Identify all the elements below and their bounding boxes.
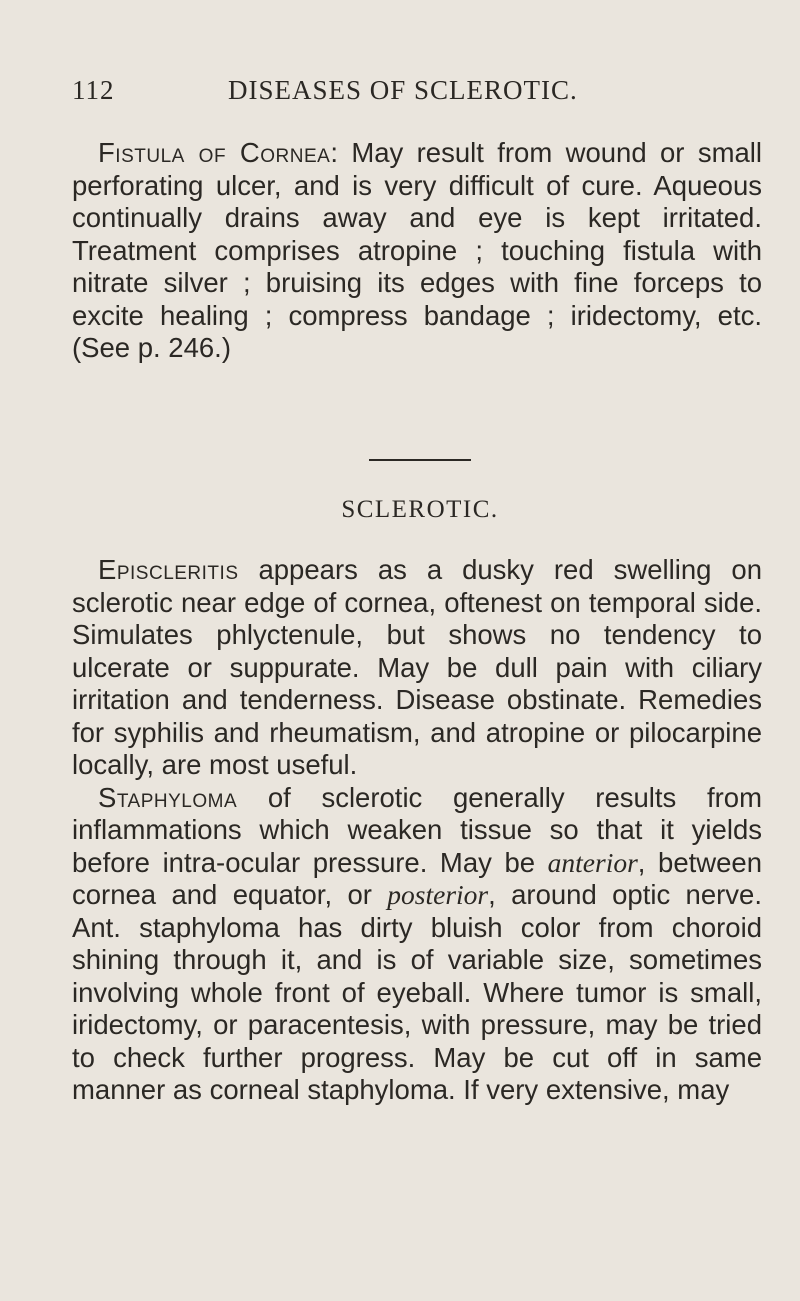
episcleritis-paragraph [72, 554, 762, 782]
episcleritis-text: appears as a dusky red swelling on sclerotic near edge of cornea, oftenest on temporal side. Simulates phlyctenule, but shows no tendency to ulcerate or suppurate. May be dull pain with ciliary irritation and tenderness. Disease obstinate. Remedies for syphilis and rheumatism, and atropine or pilocarpine locally, are most useful. [72, 554, 762, 780]
fistula-lead-term: Fistula of Cornea [98, 137, 331, 168]
posterior-term: posterior [387, 879, 489, 910]
staphyloma-text-2: , between cornea and equator, or [72, 846, 762, 910]
sclerotic-section [72, 554, 762, 1107]
staphyloma-lead-term: Staphyloma [98, 781, 238, 813]
staphyloma-text-3: , around optic nerve. Ant. staphyloma has dirty bluish color from choroid shining through it, and is of variable size, sometimes involving whole front of eyeball. Where tumor is small, iridectomy, or paracentesis, with pressure, may be tried to check further progress. May be cut off in same manner as corneal staphyloma. If very extensive, may [72, 879, 762, 1105]
fistula-text: : May result from wound or small perforating ulcer, and is very difficult of cure. Aqueous continually drains away and eye is kept irritated. Treatment comprises atropine ; touching fistula with nitrate silver ; bruising its edges with fine forceps to excite healing ; compress bandage ; iridectomy, etc. (See p. 246.) [72, 137, 762, 363]
page-number: 112 [72, 75, 115, 105]
section-divider [369, 459, 471, 461]
running-title: DISEASES OF SCLEROTIC. [228, 75, 578, 105]
staphyloma-text-1: of sclerotic generally results from inflammations which weaken tissue so that it yields before intra-ocular pressure. May be [72, 781, 762, 878]
section-heading: SCLEROTIC. [341, 496, 499, 523]
episcleritis-lead-term: Episcleritis [98, 554, 239, 585]
staphyloma-paragraph [72, 782, 762, 1107]
fistula-section [72, 137, 762, 365]
fistula-paragraph [72, 137, 762, 365]
anterior-term: anterior [547, 846, 638, 878]
running-head [72, 70, 692, 110]
